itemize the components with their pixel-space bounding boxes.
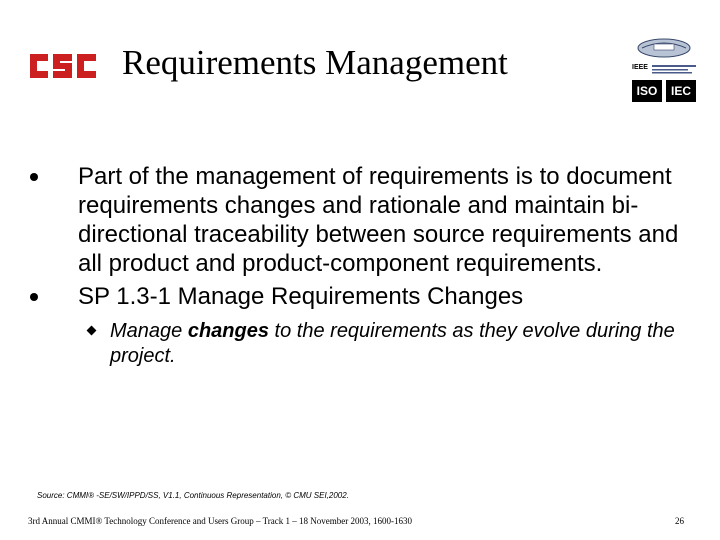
globe-emblem-icon bbox=[636, 36, 692, 60]
sub-bullet-text-bold: changes bbox=[187, 320, 269, 342]
sub-bullet-text-before: Manage bbox=[110, 320, 188, 342]
bullet-text: Part of the management of requirements is to document requirements changes and rationale and maintain bi-directional traceability between source requirements and all product and product-component requirements. bbox=[78, 163, 679, 277]
page-number: 26 bbox=[675, 516, 684, 526]
sub-bullet-item bbox=[28, 319, 688, 369]
slide-title: Requirements Management bbox=[122, 43, 508, 82]
footer-text: 3rd Annual CMMI® Technology Conference and Users Group – Track 1 – 18 November 2003, 1600-1630 bbox=[28, 516, 412, 526]
source-citation: Source: CMMI® -SE/SW/IPPD/SS, V1.1, Continuous Representation, © CMU SEI,2002. bbox=[37, 491, 349, 500]
iec-logo: IEC bbox=[666, 80, 696, 102]
ieee-wordmark-icon bbox=[652, 63, 696, 75]
bullet-dot-icon bbox=[30, 293, 38, 301]
bullet-item bbox=[28, 162, 688, 278]
standards-logos bbox=[630, 36, 698, 102]
bullet-list bbox=[28, 162, 688, 369]
ieee-label: IEEE bbox=[632, 64, 648, 71]
diamond-bullet-icon bbox=[87, 326, 97, 336]
sub-bullet-text-after: to the requirements as they evolve during the project. bbox=[110, 320, 675, 367]
bullet-dot-icon bbox=[30, 173, 38, 181]
csc-logo bbox=[28, 50, 100, 82]
bullet-text: SP 1.3-1 Manage Requirements Changes bbox=[78, 283, 524, 310]
iso-logo: ISO bbox=[632, 80, 662, 102]
bullet-item bbox=[28, 282, 688, 311]
